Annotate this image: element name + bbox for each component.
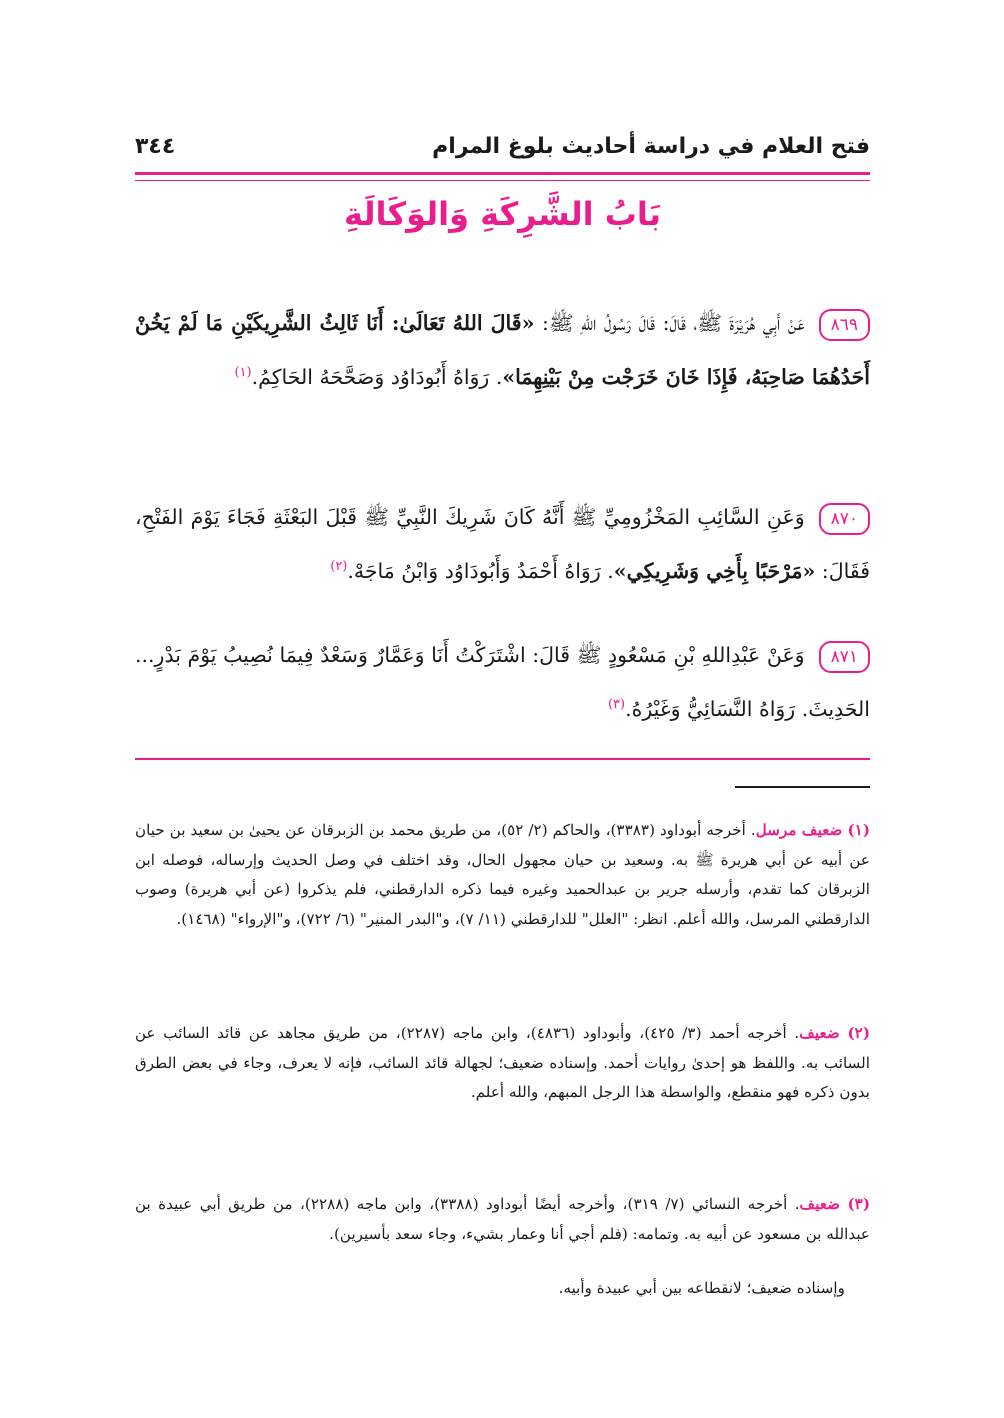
footnote-ref[interactable]: (١) (234, 365, 252, 381)
footnote-text: . أخرجه النسائي (٧/ ٣١٩)، وأخرجه أيضًا أبوداود (٣٣٨٨)، وابن ماجه (٢٢٨٨)، من طريق أبي عبيدة بن عبدالله بن مسعود عن أبيه به. وتمامه: (فلم أجي أنا وعمار بشيء، وجاء سعد بأسيرين). (135, 1195, 870, 1243)
hadith-869 (135, 296, 870, 404)
footnote-grade: ضعيف مرسل (755, 821, 843, 839)
footnote-grade: ضعيف (799, 1024, 840, 1042)
footnote-text: . أخرجه أحمد (٣/ ٤٢٥)، وأبوداود (٤٨٣٦)، وابن ماجه (٢٢٨٧)، من طريق مجاهد عن قائد السائب عن السائب به. واللفظ هو إحدىٰ روايات أحمد. وإسناده ضعيف؛ لجهالة قائد السائب، فإنه لا يعرف، وجاء في بعض الطرق بدون ذكره فهو منقطع، والواسطة هذا الرجل المبهم، والله أعلم. (135, 1024, 870, 1101)
footnote-3 (135, 1190, 870, 1249)
footnote-3-extra: وإسناده ضعيف؛ لانقطاعه بين أبي عبيدة وأبيه. (558, 1279, 845, 1297)
hadith-source: . رَوَاهُ أَحْمَدُ وَأَبُودَاوُد وَابْنُ مَاجَهْ. (347, 559, 614, 583)
footnote-ref[interactable]: (٢) (330, 559, 348, 575)
header-rule (135, 172, 870, 175)
hadith-871 (135, 628, 870, 736)
footnote-1 (135, 816, 870, 934)
hadith-source: . رَوَاهُ أَبُودَاوُد وَصَحَّحَهُ الحَاكِمُ. (251, 365, 503, 389)
hadith-text: وَعَنِ السَّائِبِ المَخْزُومِيِّ ﷺ أَنَّهُ كَانَ شَرِيكَ النَّبِيِّ ﷺ قَبْلَ البَعْثَةِ فَجَاءَ يَوْمَ الفَتْحِ، فَقَالَ: (135, 505, 870, 583)
footnote-number: (١) (847, 821, 871, 839)
hadith-870 (135, 490, 870, 598)
hadith-quote: «مَرْحَبًا بِأَخِي وَشَرِيكِي» (613, 559, 816, 583)
hadith-text: عَنْ أَبِي هُرَيْرَةَ ﷺ، قَالَ: قَالَ رَسُولُ اللهِ ﷺ: (534, 311, 805, 335)
chapter-title: بَابُ الشَّرِكَةِ وَالوَكَالَةِ (344, 195, 661, 233)
hadith-number: ٨٦٩ (819, 309, 870, 341)
footnote-2 (135, 1019, 870, 1108)
hadith-number: ٨٧٠ (819, 503, 870, 535)
hadith-text: وَعَنْ عَبْدِاللهِ بْنِ مَسْعُودٍ ﷺ قَالَ: اشْتَرَكْتُ أَنَا وَعَمَّارٌ وَسَعْدٌ فِيمَا نُصِيبُ يَوْمَ بَدْرٍ... الحَدِيثَ. رَوَاهُ النَّسَائِيُّ وَغَيْرُهُ. (135, 643, 870, 721)
footnote-number: (٢) (847, 1024, 870, 1042)
footnote-separator (735, 786, 870, 788)
page-number: ٣٤٤ (135, 134, 176, 159)
header-rule-thin (135, 180, 870, 181)
page-header (135, 128, 870, 168)
hadith-quote: «قَالَ اللهُ تَعَالَىٰ: أَنَا ثَالِثُ الشَّرِيكَيْنِ مَا لَمْ يَخُنْ أَحَدُهُمَا صَاحِبَهُ، فَإِذَا خَانَ خَرَجْت مِنْ بَيْنِهِمَا» (135, 311, 870, 389)
footnote-number: (٣) (847, 1195, 871, 1213)
hadith-number: ٨٧١ (819, 641, 870, 673)
footnote-text: . أخرجه أبوداود (٣٣٨٣)، والحاكم (٢/ ٥٢)، من طريق محمد بن الزبرقان عن يحيىٰ بن سعيد بن حيان عن أبيه عن أبي هريرة ﷺ به. وسعيد بن حيان مجهول الحال، وقد اختلف في وصل الحديث وإرساله، فوصله ابن الزبرقان كما تقدم، وأرسله جرير بن عبدالحميد وغيره فيما ذكره الدارقطني، فلم يذكروا (عن أبي هريرة) وصوب الدارقطني المرسل، والله أعلم. انظر: "العلل" للدارقطني (١١/ ٧)، و"البدر المنير" (٦/ ٧٢٢)، و"الإرواء" (١٤٦٨). (135, 821, 870, 928)
footnote-grade: ضعيف (799, 1195, 841, 1213)
book-title: فتح العلام في دراسة أحاديث بلوغ المرام (432, 134, 870, 159)
content-rule (135, 758, 870, 760)
footnote-ref[interactable]: (٣) (607, 697, 626, 713)
